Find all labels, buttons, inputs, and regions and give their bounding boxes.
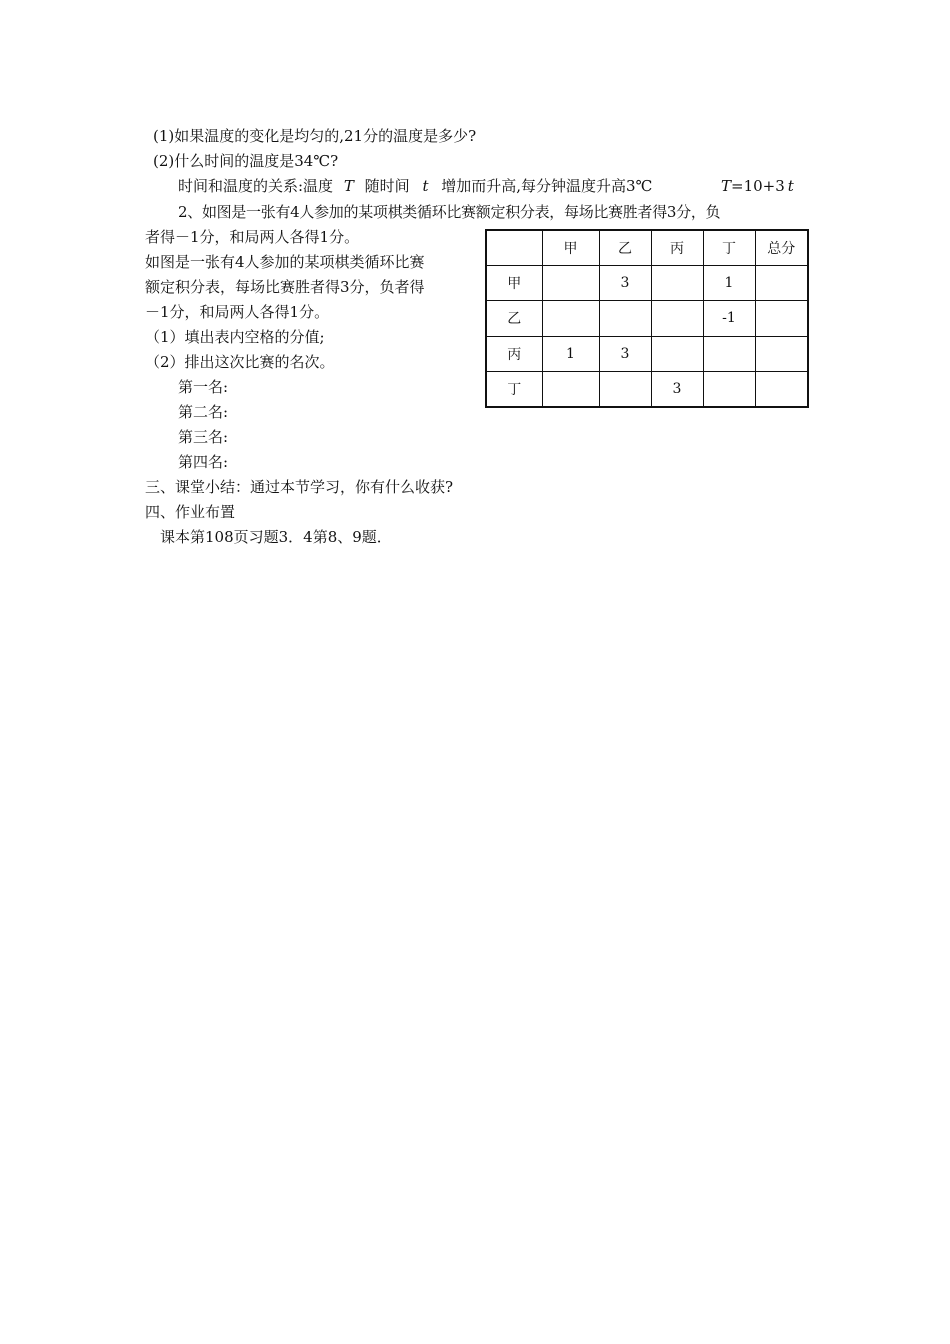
problem2-sub1: （1）填出表内空格的分值; <box>145 328 325 346</box>
table-cell <box>542 371 599 407</box>
rank-first: 第一名: <box>178 378 229 396</box>
rank-second: 第二名: <box>178 403 229 421</box>
header-cell: 总分 <box>755 230 808 266</box>
table-cell <box>599 301 651 336</box>
table-cell <box>755 371 808 407</box>
formula-T: T <box>721 177 732 195</box>
header-cell: 甲 <box>542 230 599 266</box>
relation-prefix: 时间和温度的关系:温度 <box>178 177 334 195</box>
formula-rest: =10+3 <box>731 177 785 195</box>
table-header-row <box>486 230 808 266</box>
header-cell <box>486 230 542 266</box>
table-cell: 1 <box>542 336 599 371</box>
table-cell <box>542 301 599 336</box>
question-1: (1)如果温度的变化是均匀的,21分的温度是多少? <box>153 127 477 145</box>
header-cell: 乙 <box>599 230 651 266</box>
table-cell: 1 <box>703 266 755 301</box>
row-label: 丁 <box>486 371 542 407</box>
section-summary: 三、课堂小结：通过本节学习，你有什么收获? <box>145 478 454 496</box>
table-cell <box>599 371 651 407</box>
table-cell: 3 <box>651 371 703 407</box>
relation-line <box>178 176 652 196</box>
table-cell <box>703 336 755 371</box>
row-label: 丙 <box>486 336 542 371</box>
table-cell <box>755 336 808 371</box>
table-cell <box>651 336 703 371</box>
header-cell: 丁 <box>703 230 755 266</box>
table-row <box>486 266 808 301</box>
section-homework: 四、作业布置 <box>145 503 236 521</box>
table-cell: 3 <box>599 336 651 371</box>
homework-text: 课本第108页习题3．4第8、9题． <box>160 528 392 546</box>
header-cell: 丙 <box>651 230 703 266</box>
row-label: 甲 <box>486 266 542 301</box>
relation-mid1: 随时间 <box>364 177 410 195</box>
table-cell: -1 <box>703 301 755 336</box>
table-row <box>486 371 808 407</box>
formula <box>721 176 794 196</box>
variable-t: t <box>422 177 429 195</box>
variable-T: T <box>343 177 354 195</box>
question-2: (2)什么时间的温度是34℃? <box>153 152 339 170</box>
problem2-line1: 2、如图是一张有4人参加的某项棋类循环比赛额定积分表，每场比赛胜者得3分，负 <box>178 203 721 221</box>
problem2-para-line2: 额定积分表，每场比赛胜者得3分，负者得 <box>145 278 425 296</box>
row-label: 乙 <box>486 301 542 336</box>
formula-t: t <box>787 177 794 195</box>
rank-fourth: 第四名: <box>178 453 229 471</box>
rank-third: 第三名: <box>178 428 229 446</box>
table-cell <box>755 266 808 301</box>
problem2-para-line1: 如图是一张有4人参加的某项棋类循环比赛 <box>145 253 425 271</box>
table-cell <box>542 266 599 301</box>
table-cell: 3 <box>599 266 651 301</box>
table-row <box>486 336 808 371</box>
score-table <box>485 229 809 408</box>
table-cell <box>755 301 808 336</box>
problem2-para-line3: －1分，和局两人各得1分。 <box>145 303 330 321</box>
relation-mid2: 增加而升高,每分钟温度升高3℃ <box>441 177 653 195</box>
table-cell <box>651 301 703 336</box>
table-cell <box>651 266 703 301</box>
table-row <box>486 301 808 336</box>
problem2-line2: 者得－1分，和局两人各得1分。 <box>145 228 360 246</box>
table-cell <box>703 371 755 407</box>
problem2-sub2: （2）排出这次比赛的名次。 <box>145 353 335 371</box>
